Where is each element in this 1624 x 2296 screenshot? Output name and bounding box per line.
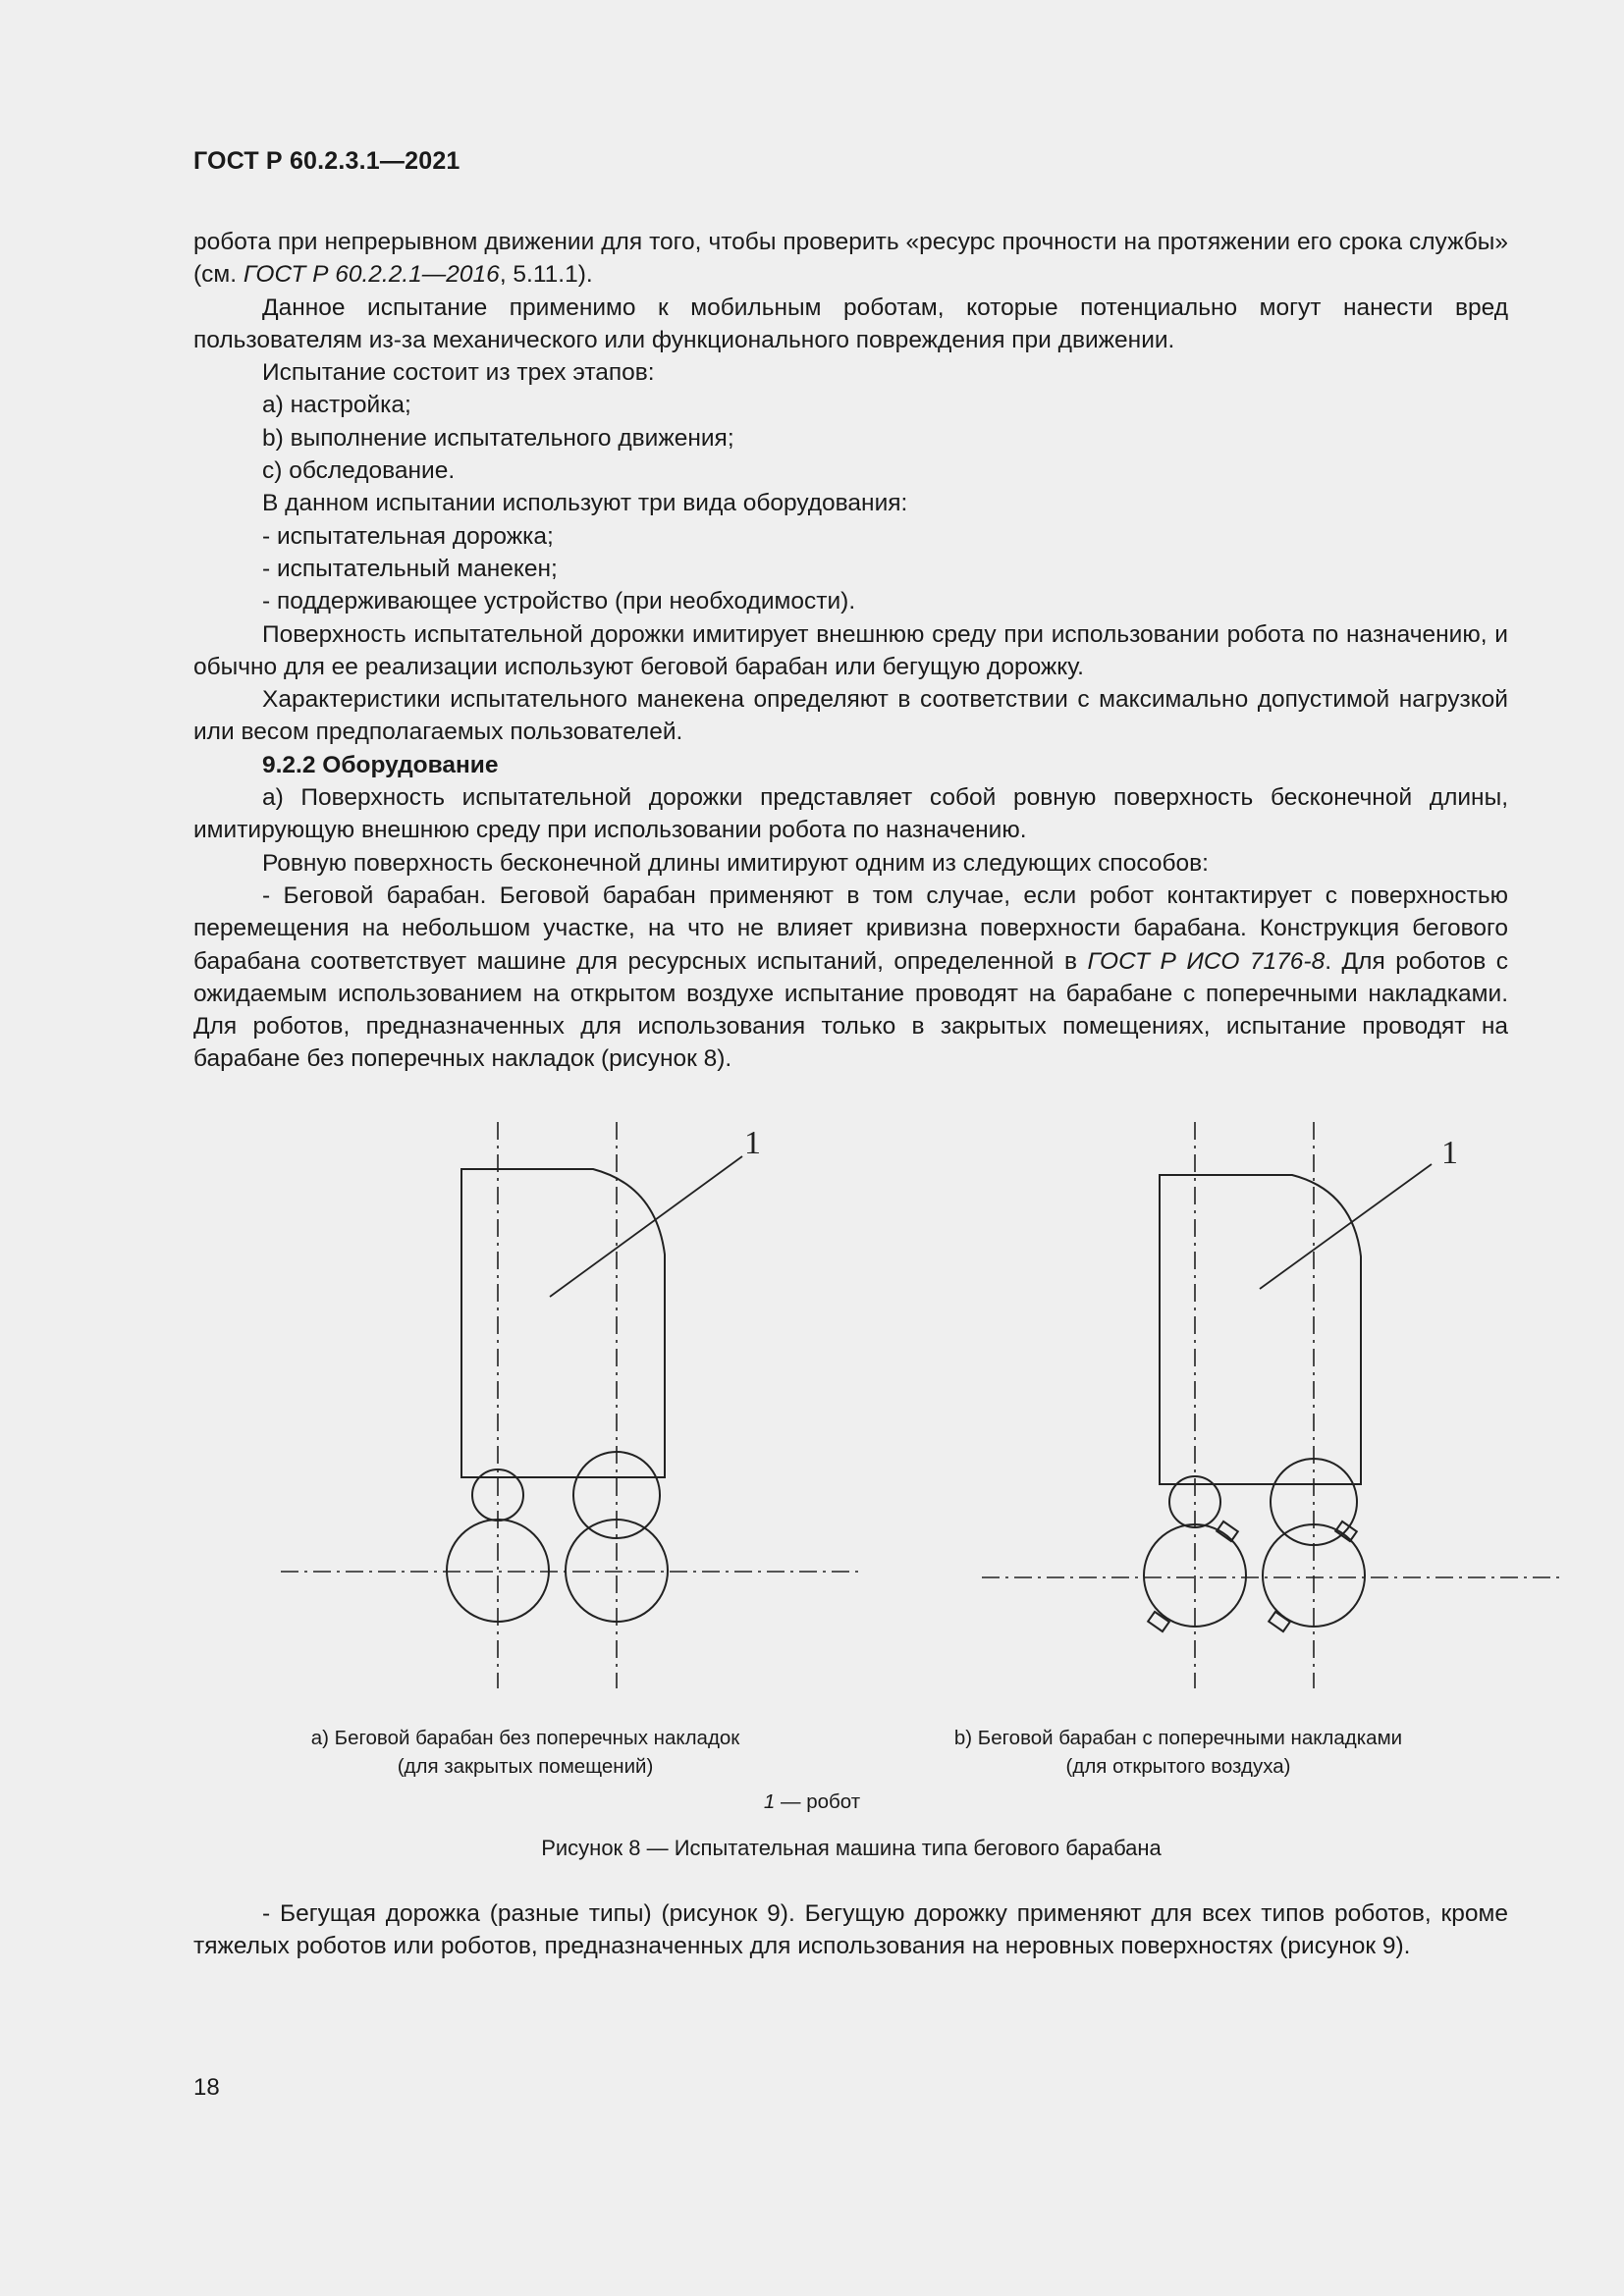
page-number: 18 [193, 2074, 220, 2101]
paragraph-8: Ровную поверхность бесконечной длины имитируют одним из следующих способов: [262, 849, 1209, 877]
diagram-a [281, 1122, 864, 1688]
list-item-stage: b) выполнение испытательного движения; [262, 424, 734, 452]
paragraph-1: робота при непрерывном движении для того, чтобы проверить «ресурс прочности на протяжении его срока службы» (см. ГОСТ Р 60.2.2.1—2016, 5.11.1). [193, 229, 1508, 289]
paragraph-4: В данном испытании используют три вида оборудования: [262, 490, 908, 517]
paragraph-3: Испытание состоит из трех этапов: [262, 359, 655, 387]
paragraph-9: - Беговой барабан. Беговой барабан применяют в том случае, если робот контактирует с поверхностью перемещения на небольшом участке, на что не влияет кривизна поверхности барабана. Конструкция бегового барабана соответствует машине для ресурсных испытаний, определенной в ГОСТ Р ИСО 7176-8. Для роботов с ожидаемым использованием на открытом воздухе испытание проводят на барабане с поперечными накладками. Для роботов, предназначенных для использования только в закрытых помещениях, испытание проводят на барабане без поперечных накладок (рисунок 8). [193, 881, 1508, 1073]
standard-reference: ГОСТ Р ИСО 7176-8 [1087, 947, 1326, 975]
standard-reference: ГОСТ Р 60.2.2.1—2016 [243, 261, 500, 289]
caption-b: b) Беговой барабан с поперечными накладками (для открытого воздуха) [953, 1727, 1403, 1778]
robot-body [461, 1169, 665, 1477]
robot-body [1160, 1175, 1361, 1484]
paragraph-10: - Бегущая дорожка (разные типы) (рисунок 9). Бегущую дорожку применяют для всех типов роботов, кроме тяжелых роботов или роботов, предназначенных для использования на неровных поверхностях (рисунок 9). [193, 1900, 1508, 1960]
list-item-equipment: - испытательный манекен; [262, 555, 558, 582]
figure-drawing [0, 1109, 1624, 1688]
cleat [1269, 1612, 1290, 1631]
figure-title: Рисунок 8 — Испытательная машина типа бегового барабана [541, 1836, 1162, 1860]
figure-8 [0, 1109, 1624, 1688]
leader-line [1260, 1164, 1432, 1289]
document-header: ГОСТ Р 60.2.3.1—2021 [193, 147, 460, 175]
diagram-b [982, 1122, 1559, 1688]
section-heading: 9.2.2 Оборудование [262, 751, 499, 778]
callout-label: 1 [744, 1125, 761, 1161]
leader-line [550, 1156, 742, 1297]
paragraph-6: Характеристики испытательного манекена определяют в соответствии с максимально допустимой нагрузкой или весом предполагаемых пользователей. [193, 686, 1508, 746]
caption-a: а) Беговой барабан без поперечных накладок (для закрытых помещений) [310, 1727, 740, 1778]
list-item-stage: c) обследование. [262, 457, 456, 485]
cleat [1148, 1612, 1169, 1631]
figure-legend: 1 — робот [763, 1790, 861, 1813]
paragraph-5: Поверхность испытательной дорожки имитирует внешнюю среду при использовании робота по назначению, и обычно для ее реализации используют беговой барабан или бегущую дорожку. [193, 620, 1508, 680]
body-text-continued [193, 1897, 1508, 1963]
list-item-stage: a) настройка; [262, 392, 411, 419]
paragraph-7: а) Поверхность испытательной дорожки представляет собой ровную поверхность бесконечной длины, имитирующую внешнюю среду при использовании робота по назначению. [193, 784, 1508, 844]
list-item-equipment: - испытательная дорожка; [262, 522, 554, 550]
callout-label: 1 [1441, 1135, 1458, 1171]
list-item-equipment: - поддерживающее устройство (при необходимости). [262, 588, 856, 615]
paragraph-2: Данное испытание применимо к мобильным роботам, которые потенциально могут нанести вред пользователям из-за механического или функционального повреждения при движении. [193, 294, 1508, 353]
body-text [193, 226, 1508, 1076]
